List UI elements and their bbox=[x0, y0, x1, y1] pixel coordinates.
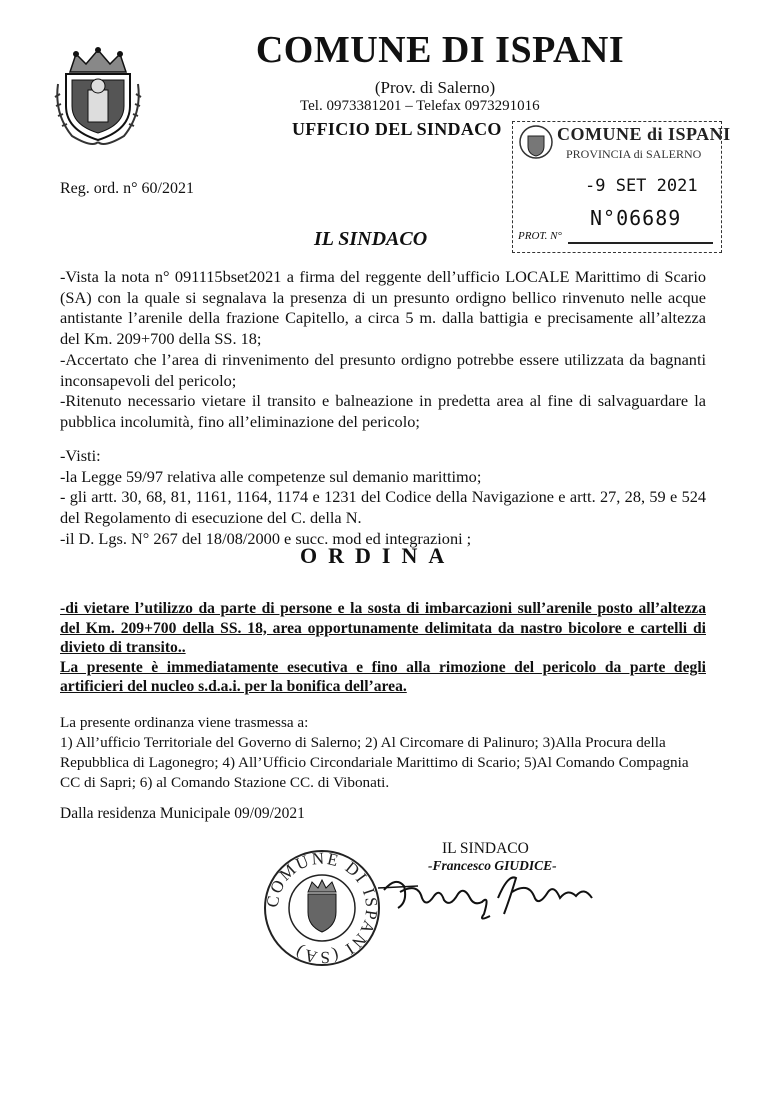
handwritten-signature-icon bbox=[378, 868, 608, 923]
transmission-intro: La presente ordinanza viene trasmessa a: bbox=[60, 714, 309, 731]
transmission-recipients: 1) All’ufficio Territoriale del Governo di Salerno; 2) Al Circomare di Palinuro; 3)Alla Procura della Repubblica di Lagonegro; 4) All’Ufficio Circondariale Marittimo di Scario; 5)Al Comando Compagnia CC di Sapri; 6) al Comando Stazione CC. di Vibonati. bbox=[60, 734, 689, 791]
stamp-underline bbox=[568, 242, 713, 244]
visti-line: -il D. Lgs. N° 267 del 18/08/2000 e succ. mod ed integrazioni ; bbox=[60, 528, 472, 548]
legal-references-block bbox=[60, 446, 706, 550]
office-name: UFFICIO DEL SINDACO bbox=[292, 119, 502, 139]
contacts-line: Tel. 0973381201 – Telefax 0973291016 bbox=[300, 98, 540, 114]
province-line: (Prov. di Salerno) bbox=[374, 78, 496, 97]
premises-block bbox=[60, 267, 706, 433]
transmission-block bbox=[60, 713, 710, 793]
stamp-number: N°06689 bbox=[590, 206, 682, 230]
visti-line: -la Legge 59/97 relativa alle competenze sul demanio marittimo; bbox=[60, 466, 482, 486]
decree-paragraph: La presente è immediatamente esecutiva e fino alla rimozione del pericolo da parte degli artificieri del nucleo s.d.a.i. per la bonifica dell’area. bbox=[60, 658, 706, 695]
stamp-seal-icon bbox=[518, 124, 554, 160]
ordinance-register-number: Reg. ord. n° 60/2021 bbox=[60, 180, 194, 197]
premise-paragraph: -Ritenuto necessario vietare il transito e balneazione in predetta area al fine di salvaguardare la pubblica incolumità, fino all’eliminazione del pericolo; bbox=[60, 391, 706, 431]
visti-line: -Visti: bbox=[60, 446, 101, 465]
municipal-seal-icon bbox=[262, 848, 382, 968]
decree-block bbox=[60, 599, 706, 697]
premise-paragraph: -Accertato che l’area di rinvenimento del presunto ordigno potrebbe essere utilizzata da bagnanti inconsapevoli del pericolo; bbox=[60, 349, 706, 390]
stamp-prot-label: PROT. N° bbox=[518, 230, 562, 242]
seal-text: COMUNE DI ISPANI (SA) bbox=[262, 848, 382, 968]
stamp-date: -9 SET 2021 bbox=[585, 176, 698, 196]
municipality-title: COMUNE DI ISPANI bbox=[255, 29, 625, 71]
visti-line: - gli artt. 30, 68, 81, 1161, 1164, 1174 e 1231 del Codice della Navigazione e artt. 27, 28, 59 e 524 del Regolamento di esecuzione del C. della N. bbox=[60, 487, 706, 528]
decree-paragraph: -di vietare l’utilizzo da parte di persone e la sosta di imbarcazioni sull’arenile posto all’altezza del Km. 209+700 della SS. 18, area opportunamente delimitata da nastro bicolore e cartelli di divieto di transito.. bbox=[60, 600, 706, 656]
stamp-comune: COMUNE di ISPANI bbox=[557, 124, 731, 144]
mayor-heading: IL SINDACO bbox=[314, 228, 428, 250]
ordina-heading: ORDINA bbox=[300, 543, 456, 568]
signatory-name: -Francesco GIUDICE- bbox=[428, 858, 557, 873]
residence-date: Dalla residenza Municipale 09/09/2021 bbox=[60, 805, 305, 822]
signatory-title: IL SINDACO bbox=[442, 840, 529, 857]
municipal-crest-icon bbox=[52, 44, 144, 148]
stamp-provincia: PROVINCIA di SALERNO bbox=[566, 147, 702, 161]
premise-paragraph: -Vista la nota n° 091115bset2021 a firma del reggente dell’ufficio LOCALE Marittimo di Scario (SA) con la quale si segnalava la presenza di un presunto ordigno bellico rinvenuto nelle acque antistante l’arenile della frazione Capitello, a circa 5 m. dalla battigia e precisamente all’altezza del Km. 209+700 della SS. 18; bbox=[60, 267, 706, 349]
